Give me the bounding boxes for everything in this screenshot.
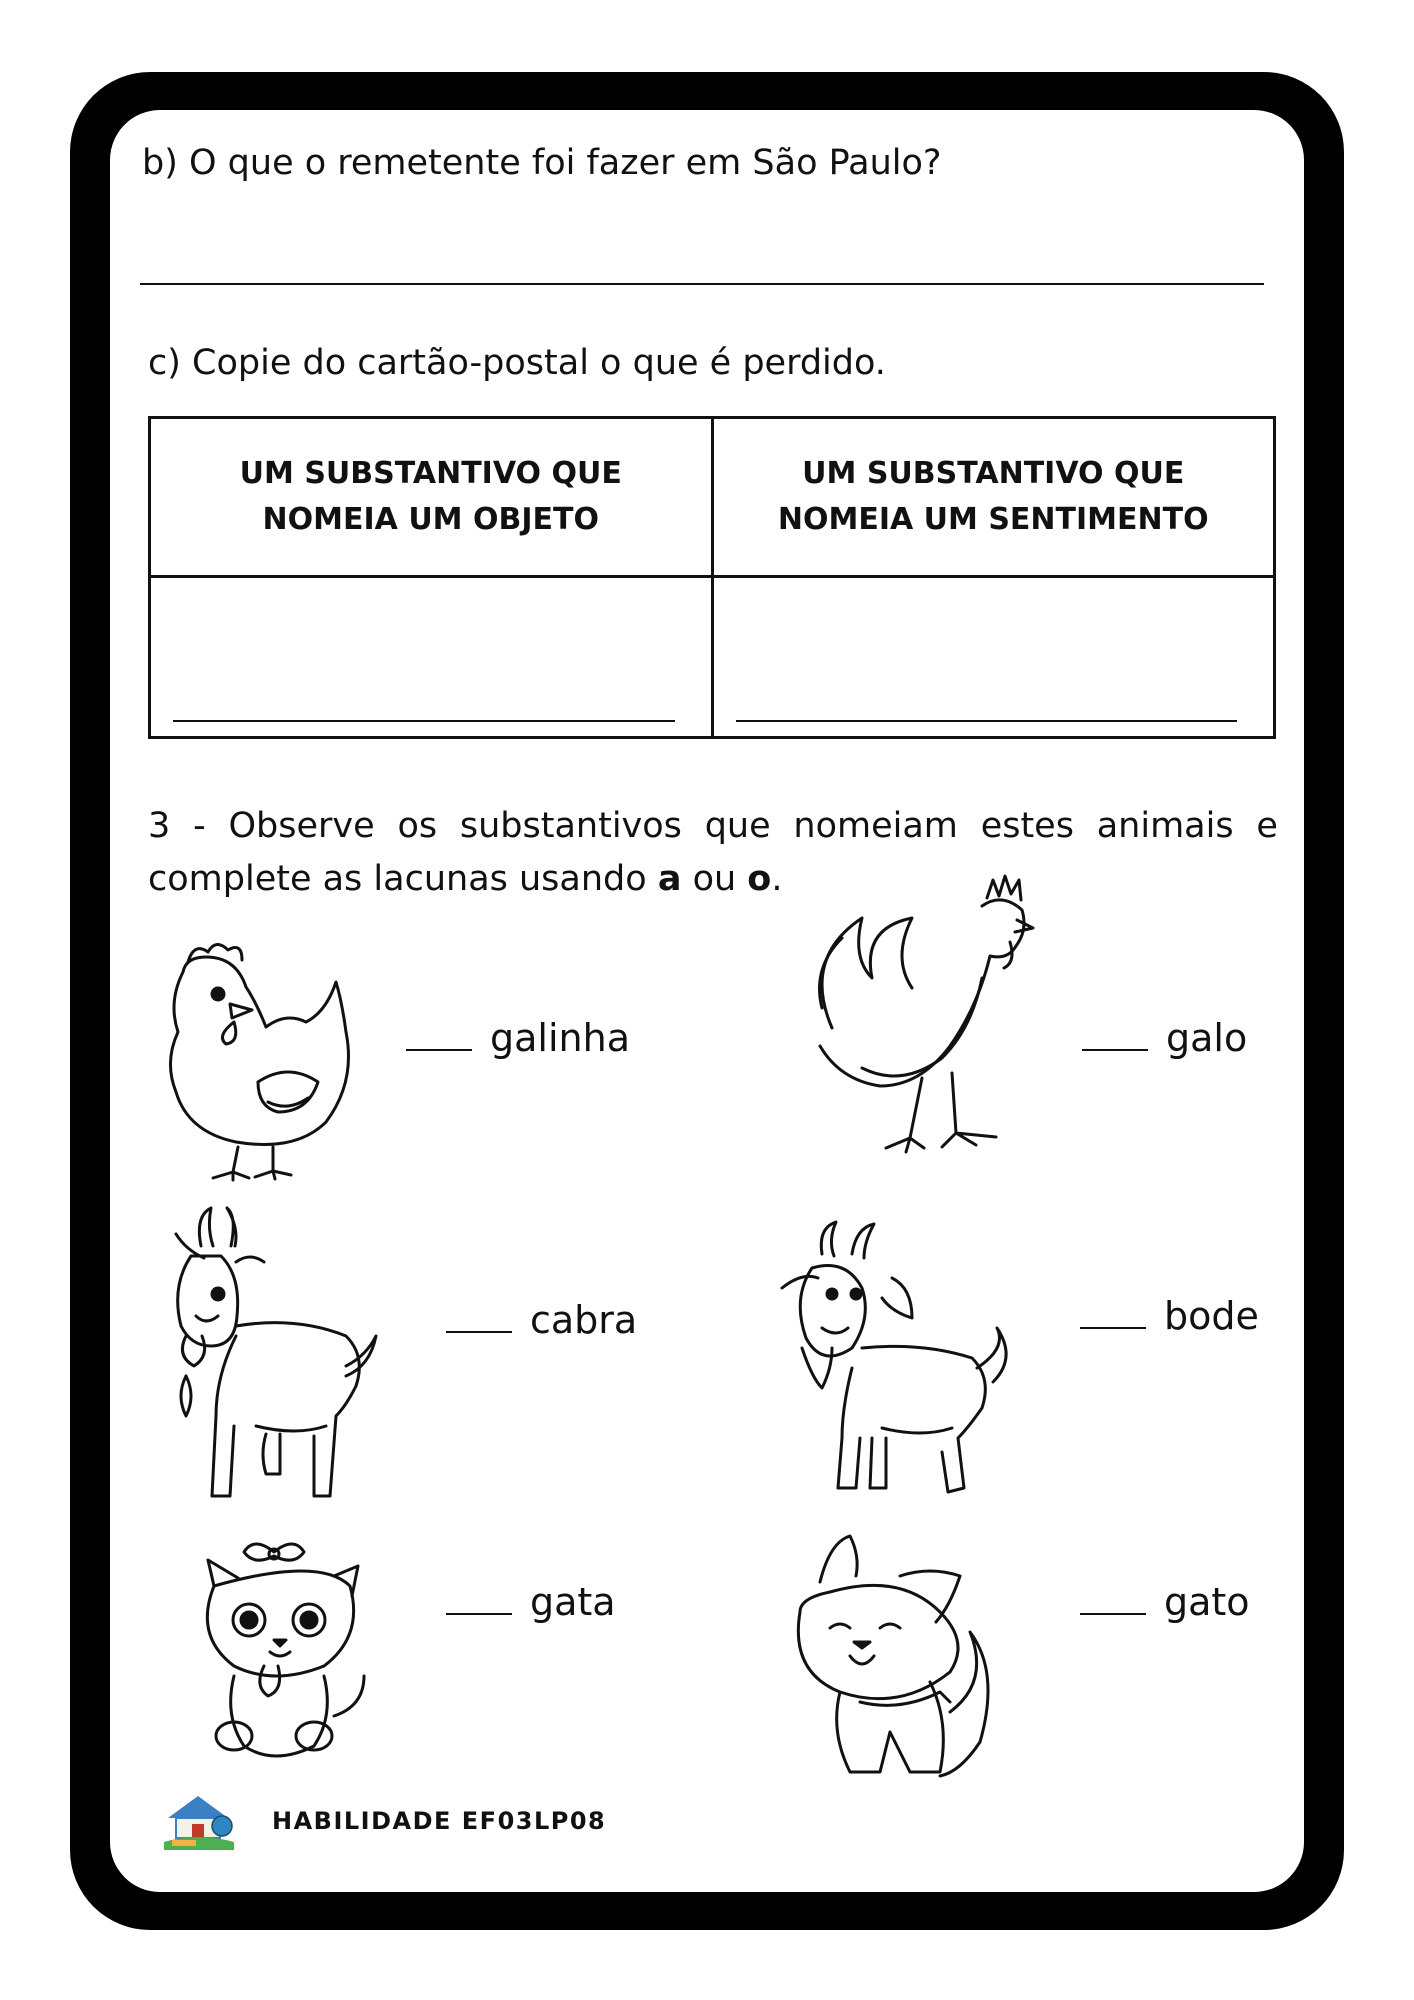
answer-cell-object[interactable] <box>150 577 713 738</box>
question-3-word: e <box>1256 806 1278 846</box>
question-3-word: substantivos <box>459 806 682 846</box>
fill-item-galinha <box>406 1016 630 1060</box>
word-gato: gato <box>1164 1580 1250 1624</box>
substantive-table <box>148 416 1276 739</box>
skill-code: HABILIDADE EF03LP08 <box>272 1807 607 1835</box>
question-3 <box>148 800 1278 906</box>
blank-gata[interactable] <box>446 1611 512 1615</box>
question-3-word: estes <box>980 806 1074 846</box>
question-3-line-1 <box>148 800 1278 853</box>
question-3-word: nomeiam <box>793 806 958 846</box>
male-cat-drawing <box>780 1532 1020 1788</box>
blank-bode[interactable] <box>1080 1325 1146 1329</box>
blank-gato[interactable] <box>1080 1611 1146 1615</box>
question-3-word: 3 <box>148 806 171 846</box>
question-3-word: os <box>397 806 438 846</box>
question-3-word: - <box>193 806 206 846</box>
answer-line-b[interactable] <box>140 283 1264 285</box>
word-galinha: galinha <box>490 1016 630 1060</box>
table-header-object: UM SUBSTANTIVO QUE NOMEIA UM OBJETO <box>150 418 713 577</box>
answer-line-feeling <box>736 720 1238 722</box>
blank-galo[interactable] <box>1082 1047 1148 1051</box>
hen-drawing <box>148 932 368 1192</box>
answer-line-object <box>173 720 675 722</box>
question-3-word: animais <box>1096 806 1234 846</box>
fill-item-cabra <box>446 1298 637 1342</box>
billy-goat-drawing <box>772 1218 1022 1504</box>
word-gata: gata <box>530 1580 616 1624</box>
answer-cell-feeling[interactable] <box>712 577 1275 738</box>
question-3-line-2: complete as lacunas usando a ou o. <box>148 859 783 899</box>
nanny-goat-drawing <box>146 1206 396 1512</box>
fill-item-gata <box>446 1580 616 1624</box>
blank-galinha[interactable] <box>406 1047 472 1051</box>
school-logo-icon <box>160 1790 238 1852</box>
blank-cabra[interactable] <box>446 1329 512 1333</box>
word-galo: galo <box>1166 1016 1248 1060</box>
fill-item-bode <box>1080 1294 1259 1338</box>
word-bode: bode <box>1164 1294 1259 1338</box>
female-cat-drawing <box>194 1536 374 1764</box>
table-header-feeling: UM SUBSTANTIVO QUE NOMEIA UM SENTIMENTO <box>712 418 1275 577</box>
question-b: b) O que o remetente foi fazer em São Paulo? <box>142 143 942 183</box>
footer <box>160 1790 606 1852</box>
rooster-drawing <box>802 868 1062 1172</box>
word-cabra: cabra <box>530 1298 638 1342</box>
question-3-word: que <box>704 806 771 846</box>
question-c: c) Copie do cartão-postal o que é perdido. <box>148 343 886 383</box>
question-3-word: Observe <box>228 806 375 846</box>
fill-item-gato <box>1080 1580 1250 1624</box>
fill-item-galo <box>1082 1016 1247 1060</box>
